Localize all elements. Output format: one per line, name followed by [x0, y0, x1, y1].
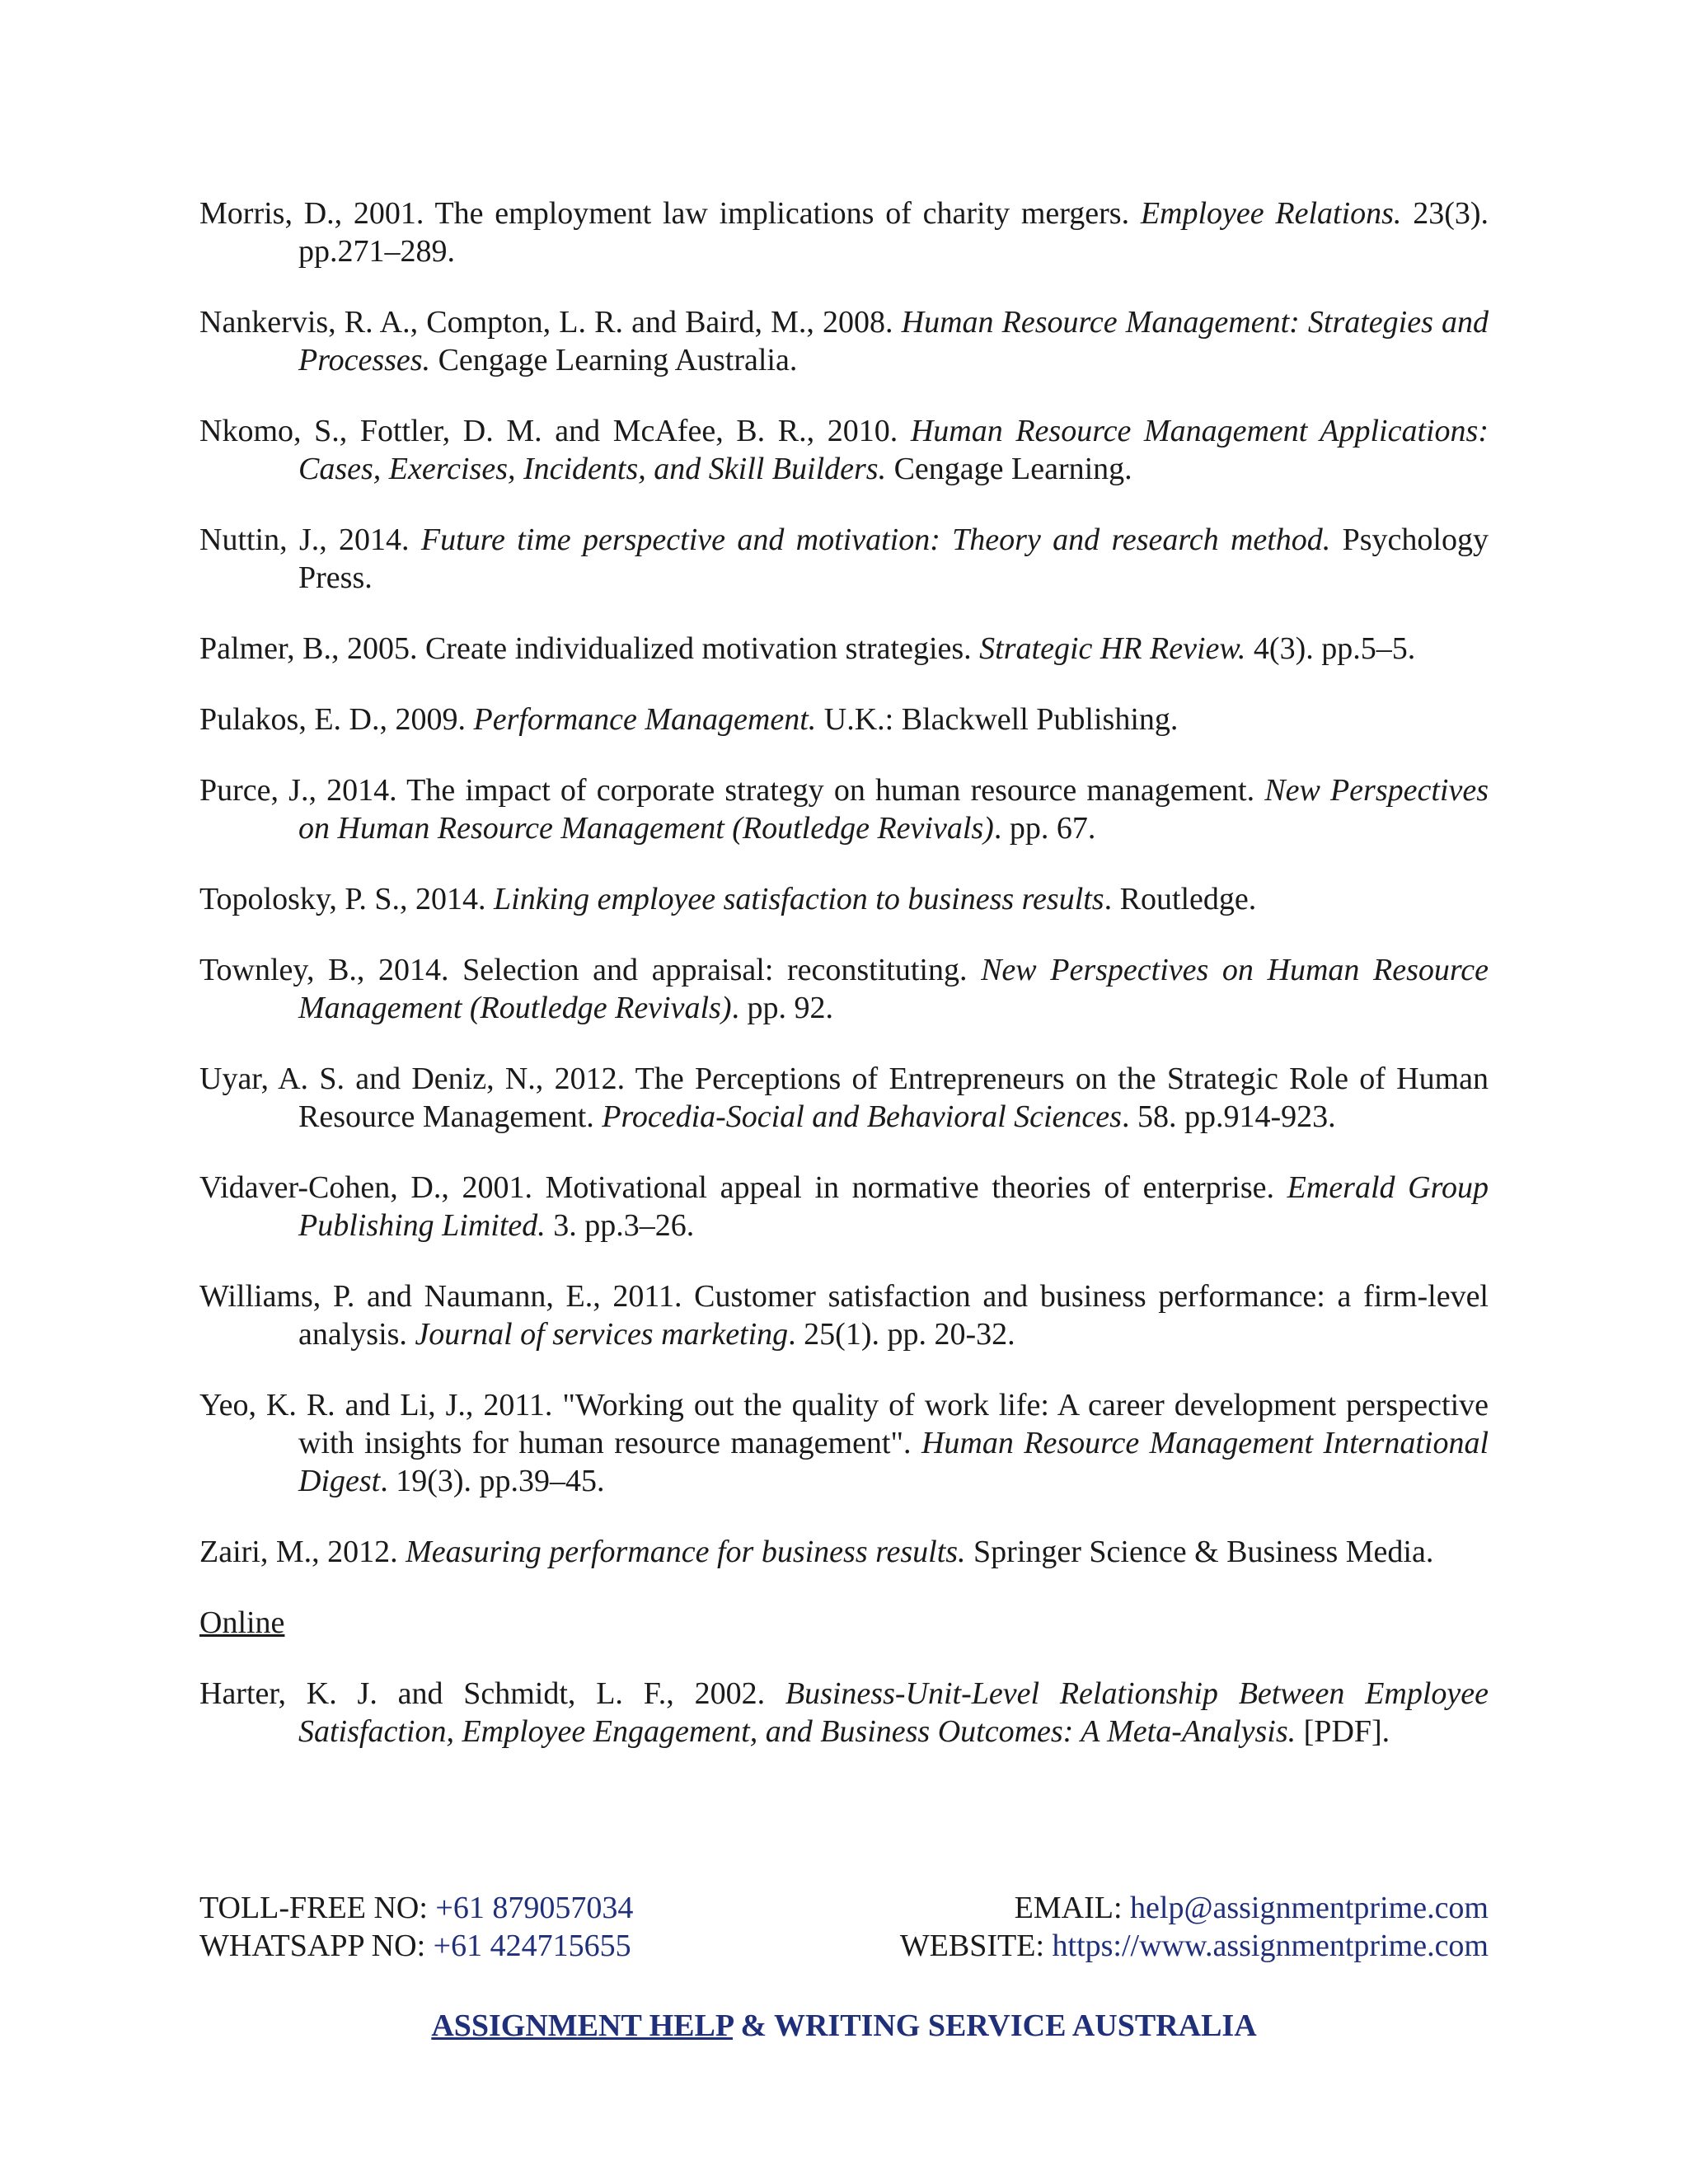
reference-details: Springer Science & Business Media.: [965, 1535, 1434, 1569]
whatsapp-number[interactable]: +61 424715655: [433, 1929, 631, 1963]
reference-details: 3. pp.3–26.: [545, 1208, 695, 1243]
reference-title: Strategic HR Review.: [979, 631, 1246, 666]
reference-entry: [199, 1533, 1489, 1571]
reference-authors: Nankervis, R. A., Compton, L. R. and Baird, M., 2008.: [199, 305, 902, 340]
reference-entry: [199, 1277, 1489, 1353]
reference-title: New Perspectives on Human Resource Management (Routledge Revivals): [298, 953, 1489, 1025]
reference-details: . 19(3). pp.39–45.: [380, 1464, 605, 1498]
reference-authors: Purce, J., 2014. The impact of corporate strategy on human resource management.: [199, 773, 1265, 808]
reference-entry: [199, 303, 1489, 379]
references: [199, 194, 1489, 1571]
reference-entry: [199, 1675, 1489, 1750]
reference-details: 23(3). pp.271–289.: [298, 196, 1489, 269]
tollfree-number[interactable]: +61 879057034: [435, 1891, 634, 1925]
reference-authors: Palmer, B., 2005. Create individualized motivation strategies.: [199, 631, 980, 666]
reference-details: . pp. 92.: [731, 991, 833, 1025]
reference-list: [199, 194, 1489, 1783]
reference-entry: [199, 880, 1489, 918]
email-line: [1015, 1889, 1489, 1927]
reference-authors: Zairi, M., 2012.: [199, 1535, 406, 1569]
email-label: EMAIL:: [1014, 1891, 1131, 1925]
reference-details: . 58. pp.914-923.: [1121, 1099, 1336, 1134]
reference-entry: [199, 194, 1489, 270]
reference-details: Cengage Learning Australia.: [430, 343, 798, 377]
reference-details: . pp. 67.: [993, 811, 1096, 846]
reference-authors: Nuttin, J., 2014.: [199, 523, 421, 557]
reference-title: Journal of services marketing: [415, 1317, 789, 1352]
reference-authors: Pulakos, E. D., 2009.: [199, 702, 474, 737]
banner-rest-text: & WRITING SERVICE AUSTRALIA: [733, 2008, 1257, 2043]
reference-details: Psychology Press.: [298, 523, 1489, 595]
reference-entry: [199, 771, 1489, 847]
reference-authors: Uyar, A. S. and Deniz, N., 2012. The Perceptions of Entrepreneurs on the Strategic Role of Human Resource Management.: [199, 1062, 1489, 1134]
reference-details: [PDF].: [1296, 1714, 1390, 1749]
reference-entry: [199, 1386, 1489, 1500]
reference-title: Measuring performance for business results.: [406, 1535, 966, 1569]
tollfree-line: [199, 1889, 633, 1927]
whatsapp-line: [199, 1927, 631, 1965]
reference-authors: Vidaver-Cohen, D., 2001. Motivational appeal in normative theories of enterprise.: [199, 1170, 1287, 1205]
website-label: WEBSITE:: [899, 1929, 1053, 1963]
reference-title: Human Resource Management International Digest: [298, 1426, 1489, 1498]
tollfree-label: TOLL-FREE NO:: [199, 1891, 436, 1925]
footer-row-1: [199, 1889, 1489, 1927]
reference-title: Emerald Group Publishing Limited.: [298, 1170, 1489, 1243]
reference-entry: [199, 951, 1489, 1027]
reference-title: Procedia-Social and Behavioral Sciences: [602, 1099, 1122, 1134]
reference-title: Business-Unit-Level Relationship Between Employee Satisfaction, Employee Engagement, and Business Outcomes: A Meta-Analysis.: [298, 1676, 1489, 1749]
reference-entry: [199, 1169, 1489, 1244]
reference-entry: [199, 1060, 1489, 1136]
reference-details: . 25(1). pp. 20-32.: [788, 1317, 1015, 1352]
reference-details: U.K.: Blackwell Publishing.: [816, 702, 1179, 737]
reference-details: 4(3). pp.5–5.: [1245, 631, 1416, 666]
website-link[interactable]: https://www.assignmentprime.com: [1052, 1929, 1489, 1963]
email-link[interactable]: help@assignmentprime.com: [1130, 1891, 1489, 1925]
contact-footer: [199, 1889, 1489, 1965]
reference-title: Human Resource Management Applications: Cases, Exercises, Incidents, and Skill Builders.: [298, 414, 1489, 486]
assignment-help-link[interactable]: ASSIGNMENT HELP: [431, 2008, 733, 2043]
reference-entry: [199, 630, 1489, 668]
reference-authors: Nkomo, S., Fottler, D. M. and McAfee, B. R., 2010.: [199, 414, 911, 448]
reference-details: . Routledge.: [1104, 882, 1257, 916]
reference-entry: [199, 412, 1489, 488]
reference-authors: Yeo, K. R. and Li, J., 2011. "Working out the quality of work life: A career development perspective with insights for human resource management".: [199, 1388, 1489, 1460]
reference-authors: Williams, P. and Naumann, E., 2011. Customer satisfaction and business performance: a firm-level analysis.: [199, 1279, 1489, 1352]
online-heading: Online: [199, 1605, 285, 1640]
reference-title: New Perspectives on Human Resource Management (Routledge Revivals): [298, 773, 1489, 846]
footer-row-2: [199, 1927, 1489, 1965]
reference-title: Future time perspective and motivation: Theory and research method.: [420, 523, 1331, 557]
whatsapp-label: WHATSAPP NO:: [199, 1929, 434, 1963]
reference-authors: Morris, D., 2001. The employment law implications of charity mergers.: [199, 196, 1141, 231]
online-references: [199, 1675, 1489, 1750]
reference-authors: Topolosky, P. S., 2014.: [199, 882, 494, 916]
reference-authors: Harter, K. J. and Schmidt, L. F., 2002.: [199, 1676, 785, 1711]
reference-title: Linking employee satisfaction to business results: [494, 882, 1104, 916]
reference-entry: [199, 521, 1489, 597]
service-banner: [0, 2008, 1688, 2044]
reference-details: Cengage Learning.: [886, 452, 1132, 486]
website-line: [900, 1927, 1489, 1965]
reference-title: Human Resource Management: Strategies and Processes.: [298, 305, 1489, 377]
reference-title: Performance Management.: [473, 702, 817, 737]
reference-title: Employee Relations.: [1140, 196, 1402, 231]
reference-entry: [199, 701, 1489, 738]
reference-authors: Townley, B., 2014. Selection and appraisal: reconstituting.: [199, 953, 982, 987]
